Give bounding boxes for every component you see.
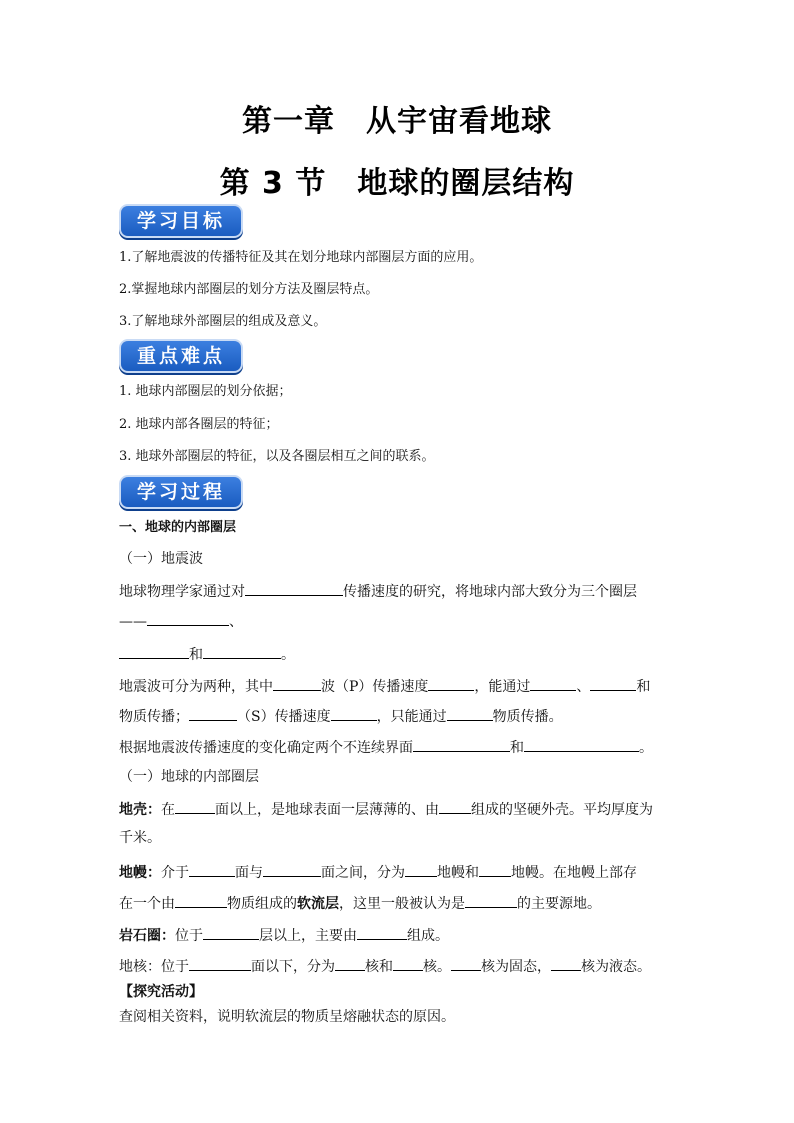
- paragraph-line: 地球物理学家通过对 传播速度的研究，将地球内部大致分为三个圈层: [119, 580, 679, 602]
- fill-blank[interactable]: [428, 675, 474, 691]
- key-points-badge: 重点难点: [121, 341, 241, 371]
- paragraph-line: 地核：位于 面以下，分为 核和 核。 核为固态， 核为液态。: [119, 955, 679, 977]
- process-badge: 学习过程: [121, 477, 241, 507]
- term-label: 地幔：: [119, 865, 161, 881]
- section-title: 第 3 节 地球的圈层结构: [219, 166, 575, 201]
- fill-blank[interactable]: [357, 924, 407, 940]
- fill-blank[interactable]: [147, 610, 229, 626]
- fill-blank[interactable]: [203, 924, 259, 940]
- paragraph-line: 地震波可分为两种，其中 波（P）传播速度 ，能通过 、 和: [119, 675, 679, 697]
- fill-blank[interactable]: [393, 955, 423, 971]
- fill-blank[interactable]: [479, 861, 511, 877]
- objective-item: 1.了解地震波的传播特征及其在划分地球内部圈层方面的应用。: [119, 250, 483, 265]
- subsection-heading: （一）地震波: [119, 551, 203, 567]
- fill-blank[interactable]: [119, 643, 189, 659]
- fill-blank[interactable]: [175, 798, 215, 814]
- section-heading: 一、地球的内部圈层: [119, 520, 237, 535]
- key-point-item: 2. 地球内部各圈层的特征；: [119, 417, 279, 432]
- fill-blank[interactable]: [451, 955, 481, 971]
- fill-blank[interactable]: [551, 955, 581, 971]
- paragraph-line: 和 。: [119, 643, 679, 665]
- paragraph-line: 地幔：介于 面与 面之间，分为 地幔和 地幔。在地幔上部存: [119, 861, 679, 883]
- fill-blank[interactable]: [465, 892, 517, 908]
- paragraph-line: 物质传播； （S）传播速度 ，只能通过 物质传播。: [119, 705, 679, 727]
- chapter-title: 第一章 从宇宙看地球: [242, 104, 552, 139]
- objectives-badge: 学习目标: [121, 206, 241, 236]
- fill-blank[interactable]: [189, 861, 235, 877]
- paragraph-line: 地壳：在 面以上，是地球表面一层薄薄的、由 组成的坚硬外壳。平均厚度为: [119, 798, 679, 820]
- objective-item: 2.掌握地球内部圈层的划分方法及圈层特点。: [119, 282, 379, 297]
- paragraph-line: 根据地震波传播速度的变化确定两个不连续界面 和 。: [119, 736, 679, 758]
- fill-blank[interactable]: [590, 675, 636, 691]
- paragraph-line: 在一个由 物质组成的软流层，这里一般被认为是 的主要源地。: [119, 892, 679, 914]
- term-label: 地壳：: [119, 802, 161, 818]
- paragraph-line: —— 、: [119, 610, 679, 632]
- paragraph-line: 千米。: [119, 830, 161, 846]
- objective-item: 3.了解地球外部圈层的组成及意义。: [119, 314, 327, 329]
- fill-blank[interactable]: [245, 580, 343, 596]
- fill-blank[interactable]: [273, 675, 321, 691]
- activity-text: 查阅相关资料，说明软流层的物质呈熔融状态的原因。: [119, 1009, 455, 1025]
- fill-blank[interactable]: [189, 705, 237, 721]
- fill-blank[interactable]: [439, 798, 471, 814]
- fill-blank[interactable]: [405, 861, 437, 877]
- fill-blank[interactable]: [335, 955, 365, 971]
- fill-blank[interactable]: [203, 643, 281, 659]
- key-point-item: 3. 地球外部圈层的特征，以及各圈层相互之间的联系。: [119, 449, 435, 464]
- term-label: 地核：: [119, 959, 161, 975]
- subsection-heading: （一）地球的内部圈层: [119, 769, 259, 785]
- fill-blank[interactable]: [413, 736, 510, 752]
- fill-blank[interactable]: [331, 705, 377, 721]
- fill-blank[interactable]: [530, 675, 576, 691]
- activity-heading: 【探究活动】: [119, 984, 203, 1000]
- fill-blank[interactable]: [263, 861, 321, 877]
- paragraph-line: 岩石圈：位于 层以上，主要由 组成。: [119, 924, 679, 946]
- fill-blank[interactable]: [447, 705, 493, 721]
- fill-blank[interactable]: [175, 892, 227, 908]
- fill-blank[interactable]: [524, 736, 639, 752]
- fill-blank[interactable]: [189, 955, 251, 971]
- key-point-item: 1. 地球内部圈层的划分依据；: [119, 384, 292, 399]
- term-label: 岩石圈：: [119, 928, 175, 944]
